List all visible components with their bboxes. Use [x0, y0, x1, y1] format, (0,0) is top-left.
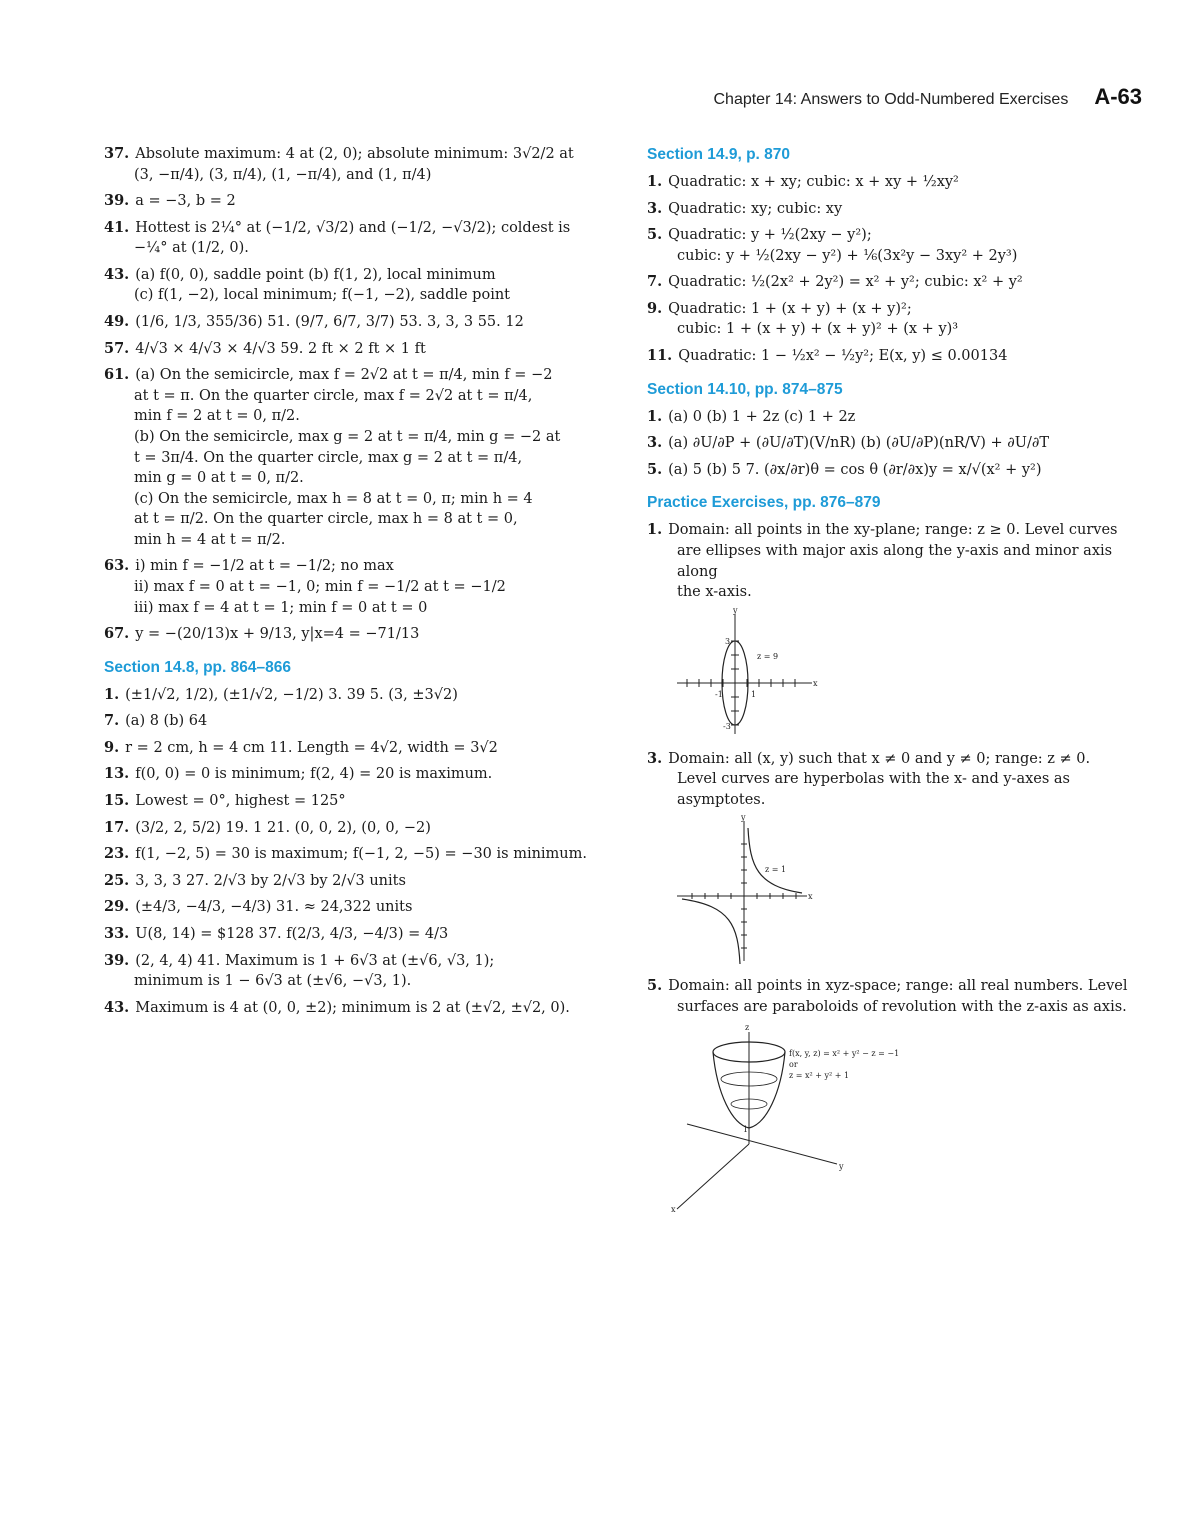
practice-answer-5 — [647, 976, 1147, 1017]
answer-line: f(1, −2, 5) = 30 is maximum; f(−1, 2, −5) = −30 is minimum. — [135, 846, 587, 863]
answer-line: at t = π/2. On the quarter circle, max h = 8 at t = 0, — [134, 511, 518, 528]
answer-first-line — [647, 225, 1147, 246]
answer-number: 17. — [104, 818, 130, 836]
answer-line: Domain: all points in xyz-space; range: all real numbers. Level — [668, 978, 1128, 995]
x-axis-label: x — [808, 892, 813, 902]
answer-number: 9. — [647, 299, 663, 317]
answer-number: 49. — [104, 313, 130, 331]
ellipse-level-curve-graph — [647, 605, 818, 739]
answer-first-line — [647, 460, 1147, 481]
answer-line: 3, 3, 3 27. 2/√3 by 2/√3 by 2/√3 units — [135, 872, 406, 889]
answer-line: min h = 4 at t = π/2. — [134, 531, 286, 548]
answer-line: (a) 5 (b) 5 7. (∂x/∂r)θ = cos θ (∂r/∂x)y = x/√(x² + y²) — [668, 461, 1042, 478]
answer-item — [647, 460, 1147, 481]
answer-number: 61. — [104, 366, 130, 384]
tick-label: 1 — [751, 689, 757, 699]
answer-line: (1/6, 1/3, 355/36) 51. (9/7, 6/7, 3/7) 53. 3, 3, 3 55. 12 — [135, 314, 524, 331]
answer-number: 5. — [647, 977, 663, 995]
answer-number: 7. — [104, 712, 120, 730]
answer-item — [104, 312, 614, 333]
answer-item — [647, 346, 1147, 367]
x-axis-label: x — [813, 678, 818, 688]
answer-first-line — [104, 871, 614, 892]
answer-first-line — [104, 556, 614, 577]
surface-equation-alt: z = x² + y² + 1 — [789, 1070, 850, 1080]
tick-label: -1 — [715, 689, 723, 699]
answer-line: (c) On the semicircle, max h = 8 at t = 0, π; min h = 4 — [134, 490, 533, 507]
answer-item — [104, 897, 614, 918]
section-heading-14-9: Section 14.9, p. 870 — [647, 146, 791, 163]
answer-first-line — [104, 738, 614, 759]
section-heading-14-8: Section 14.8, pp. 864–866 — [104, 658, 291, 676]
answer-line: (3, −π/4), (3, π/4), (1, −π/4), and (1, π/4) — [134, 166, 432, 183]
answer-first-line — [104, 144, 614, 165]
answer-number: 39. — [104, 192, 130, 210]
answer-number: 7. — [647, 273, 663, 291]
answer-number: 3. — [647, 434, 663, 452]
y-axis-label: y — [741, 813, 746, 823]
answer-first-line — [104, 312, 614, 333]
answer-line: minimum is 1 − 6√3 at (±√6, −√3, 1). — [134, 973, 412, 990]
answer-item — [104, 685, 614, 706]
page-number: A-63 — [1094, 84, 1142, 109]
answer-first-line — [104, 191, 614, 212]
answer-line: iii) max f = 4 at t = 1; min f = 0 at t = 0 — [134, 599, 428, 616]
answer-number: 37. — [104, 145, 130, 162]
answer-line: Quadratic: ½(2x² + 2y²) = x² + y²; cubic: x² + y² — [668, 274, 1023, 291]
answer-first-line — [647, 433, 1147, 454]
chapter-review-answers — [104, 144, 614, 645]
answer-line: (a) 0 (b) 1 + 2z (c) 1 + 2z — [668, 408, 856, 425]
answer-item — [647, 225, 1147, 266]
answer-number: 67. — [104, 625, 130, 643]
answer-line: (3/2, 2, 5/2) 19. 1 21. (0, 0, 2), (0, 0, −2) — [135, 819, 431, 836]
practice-answer-3 — [647, 749, 1147, 811]
answer-line: surfaces are paraboloids of revolution with the z-axis as axis. — [677, 998, 1127, 1015]
answer-item — [104, 191, 614, 212]
answer-number: 25. — [104, 871, 130, 889]
answer-line: U(8, 14) = $128 37. f(2/3, 4/3, −4/3) = 4/3 — [135, 925, 449, 942]
answer-number: 5. — [647, 460, 663, 478]
section-14-9-answers — [647, 172, 1147, 367]
answer-line: (2, 4, 4) 41. Maximum is 1 + 6√3 at (±√6, √3, 1); — [135, 952, 495, 969]
answer-first-line — [647, 299, 1147, 320]
answer-number: 1. — [647, 173, 663, 190]
answer-item — [104, 624, 614, 645]
answer-line: i) min f = −1/2 at t = −1/2; no max — [135, 558, 394, 575]
answer-line: cubic: 1 + (x + y) + (x + y)² + (x + y)³ — [677, 321, 959, 338]
answer-item — [647, 433, 1147, 454]
section-14-8-answers — [104, 685, 614, 1019]
answer-first-line — [104, 791, 614, 812]
answer-item — [104, 218, 614, 259]
answer-number: 3. — [647, 749, 663, 767]
answer-item — [104, 711, 614, 732]
answer-number: 15. — [104, 792, 130, 810]
answer-first-line — [104, 218, 614, 239]
answer-number: 1. — [104, 685, 120, 703]
answer-line: ii) max f = 0 at t = −1, 0; min f = −1/2 at t = −1/2 — [134, 578, 506, 595]
right-column — [647, 144, 1147, 1224]
answer-first-line — [104, 764, 614, 785]
answer-line: Quadratic: x + xy; cubic: x + xy + ½xy² — [668, 174, 959, 190]
answer-item — [104, 365, 614, 550]
answer-first-line — [104, 818, 614, 839]
tick-label: 3 — [725, 636, 731, 646]
answer-first-line — [647, 407, 1147, 428]
answer-item — [647, 299, 1147, 340]
answer-number: 41. — [104, 218, 130, 236]
running-title: Chapter 14: Answers to Odd-Numbered Exercises — [713, 91, 1069, 108]
answer-number: 11. — [647, 347, 673, 365]
x-axis-label: x — [671, 1204, 676, 1214]
answer-number: 63. — [104, 557, 130, 575]
answer-number: 43. — [104, 265, 130, 283]
practice-answer-1 — [647, 520, 1147, 602]
answer-line: Absolute maximum: 4 at (2, 0); absolute minimum: 3√2/2 at — [135, 146, 574, 162]
answer-line: (b) On the semicircle, max g = 2 at t = π/4, min g = −2 at — [134, 428, 561, 445]
answer-number: 29. — [104, 898, 130, 916]
answer-first-line — [104, 924, 614, 945]
tick-label: 1 — [743, 1124, 749, 1134]
answer-first-line — [104, 365, 614, 386]
answer-line: (±1/√2, 1/2), (±1/√2, −1/2) 3. 39 5. (3, ±3√2) — [125, 686, 458, 703]
answer-number: 9. — [104, 738, 120, 756]
left-column — [104, 144, 614, 1024]
answer-line: Hottest is 2¼° at (−1/2, √3/2) and (−1/2, −√3/2); coldest is — [135, 219, 571, 236]
answer-item — [104, 998, 614, 1019]
answer-number: 33. — [104, 924, 130, 942]
answer-number: 5. — [647, 226, 663, 244]
answer-line: (a) ∂U/∂P + (∂U/∂T)(V/nR) (b) (∂U/∂P)(nR/V) + ∂U/∂T — [668, 435, 1049, 452]
answer-first-line — [104, 998, 614, 1019]
answer-number: 1. — [647, 521, 663, 539]
surface-equation: f(x, y, z) = x² + y² − z = −1 — [789, 1048, 900, 1058]
answer-first-line — [104, 711, 614, 732]
answer-first-line — [647, 272, 1147, 293]
answer-first-line — [104, 844, 614, 865]
level-curve-label: z = 9 — [757, 651, 779, 661]
answer-line: f(0, 0) = 0 is minimum; f(2, 4) = 20 is maximum. — [135, 766, 493, 783]
answer-line: a = −3, b = 2 — [135, 193, 236, 210]
section-heading-14-10: Section 14.10, pp. 874–875 — [647, 380, 843, 398]
answer-line: (c) f(1, −2), local minimum; f(−1, −2), saddle point — [134, 287, 510, 304]
paraboloid-level-surface-graph — [647, 1022, 900, 1214]
answer-line: Quadratic: 1 + (x + y) + (x + y)²; — [668, 300, 912, 317]
answer-line: (±4/3, −4/3, −4/3) 31. ≈ 24,322 units — [135, 899, 413, 916]
answer-item — [647, 199, 1147, 220]
answer-first-line — [647, 346, 1147, 367]
answer-first-line — [104, 339, 614, 360]
answer-number: 23. — [104, 845, 130, 863]
answer-number: 3. — [647, 199, 663, 217]
z-axis-label: z — [745, 1022, 750, 1032]
answer-line: Quadratic: xy; cubic: xy — [668, 200, 843, 217]
answer-number: 43. — [104, 998, 130, 1016]
answer-line: are ellipses with major axis along the y-axis and minor axis along — [677, 542, 1113, 580]
answer-item — [104, 144, 614, 185]
answer-line: (a) 8 (b) 64 — [125, 713, 208, 730]
answer-line: at t = π. On the quarter circle, max f = 2√2 at t = π/4, — [134, 387, 533, 404]
level-curve-label: z = 1 — [765, 865, 787, 875]
answer-first-line — [647, 199, 1147, 220]
answer-item — [647, 407, 1147, 428]
answer-line: Maximum is 4 at (0, 0, ±2); minimum is 2 at (±√2, ±√2, 0). — [135, 999, 570, 1016]
answer-item — [647, 272, 1147, 293]
answer-line: Lowest = 0°, highest = 125° — [135, 793, 346, 810]
answer-line: Domain: all points in the xy-plane; range: z ≥ 0. Level curves — [668, 522, 1118, 539]
section-heading-practice: Practice Exercises, pp. 876–879 — [647, 494, 881, 512]
answer-item — [104, 764, 614, 785]
answer-first-line — [104, 265, 614, 286]
answer-first-line — [104, 685, 614, 706]
answer-line: 4/√3 × 4/√3 × 4/√3 59. 2 ft × 2 ft × 1 ft — [135, 340, 426, 357]
answer-item — [104, 844, 614, 865]
answer-item — [104, 924, 614, 945]
answer-item — [104, 951, 614, 992]
answer-line: Quadratic: 1 − ½x² − ½y²; E(x, y) ≤ 0.00134 — [678, 348, 1008, 365]
answer-line: r = 2 cm, h = 4 cm 11. Length = 4√2, width = 3√2 — [125, 739, 498, 756]
answer-item — [104, 265, 614, 306]
answer-item — [104, 871, 614, 892]
answer-first-line — [647, 172, 1147, 193]
answer-number: 13. — [104, 765, 130, 783]
y-axis-label: y — [733, 605, 738, 615]
answer-first-line — [104, 897, 614, 918]
answer-line: (a) On the semicircle, max f = 2√2 at t = π/4, min f = −2 — [135, 367, 553, 384]
answer-line: Level curves are hyperbolas with the x- and y-axes as asymptotes. — [677, 771, 1070, 808]
answer-first-line — [104, 624, 614, 645]
answer-item — [647, 172, 1147, 193]
answer-first-line — [104, 951, 614, 972]
answer-number: 57. — [104, 339, 130, 357]
y-axis-label: y — [839, 1161, 844, 1171]
answer-item — [104, 791, 614, 812]
answer-item — [104, 818, 614, 839]
answer-item — [104, 738, 614, 759]
answer-line: Quadratic: y + ½(2xy − y²); — [668, 227, 872, 244]
answer-line: min f = 2 at t = 0, π/2. — [134, 408, 300, 425]
answer-line: min g = 0 at t = 0, π/2. — [134, 470, 304, 487]
tick-label: -3 — [723, 721, 731, 731]
answer-line: the x-axis. — [677, 584, 752, 601]
page-header — [713, 84, 1142, 110]
hyperbola-level-curve-graph — [647, 813, 817, 966]
answer-number: 1. — [647, 407, 663, 425]
answer-number: 39. — [104, 951, 130, 969]
answer-line: Domain: all (x, y) such that x ≠ 0 and y ≠ 0; range: z ≠ 0. — [668, 750, 1091, 767]
answer-line: cubic: y + ½(2xy − y²) + ⅙(3x²y − 3xy² + 2y³) — [677, 247, 1018, 264]
answer-line: (a) f(0, 0), saddle point (b) f(1, 2), local minimum — [135, 266, 496, 283]
answer-line: −¼° at (1/2, 0). — [134, 240, 249, 257]
section-14-10-answers — [647, 407, 1147, 481]
answer-line: y = −(20/13)x + 9/13, y|x=4 = −71/13 — [135, 626, 420, 643]
surface-equation-or: or — [789, 1059, 798, 1069]
answer-item — [104, 556, 614, 618]
answer-line: t = 3π/4. On the quarter circle, max g = 2 at t = π/4, — [134, 449, 523, 466]
answer-item — [104, 339, 614, 360]
